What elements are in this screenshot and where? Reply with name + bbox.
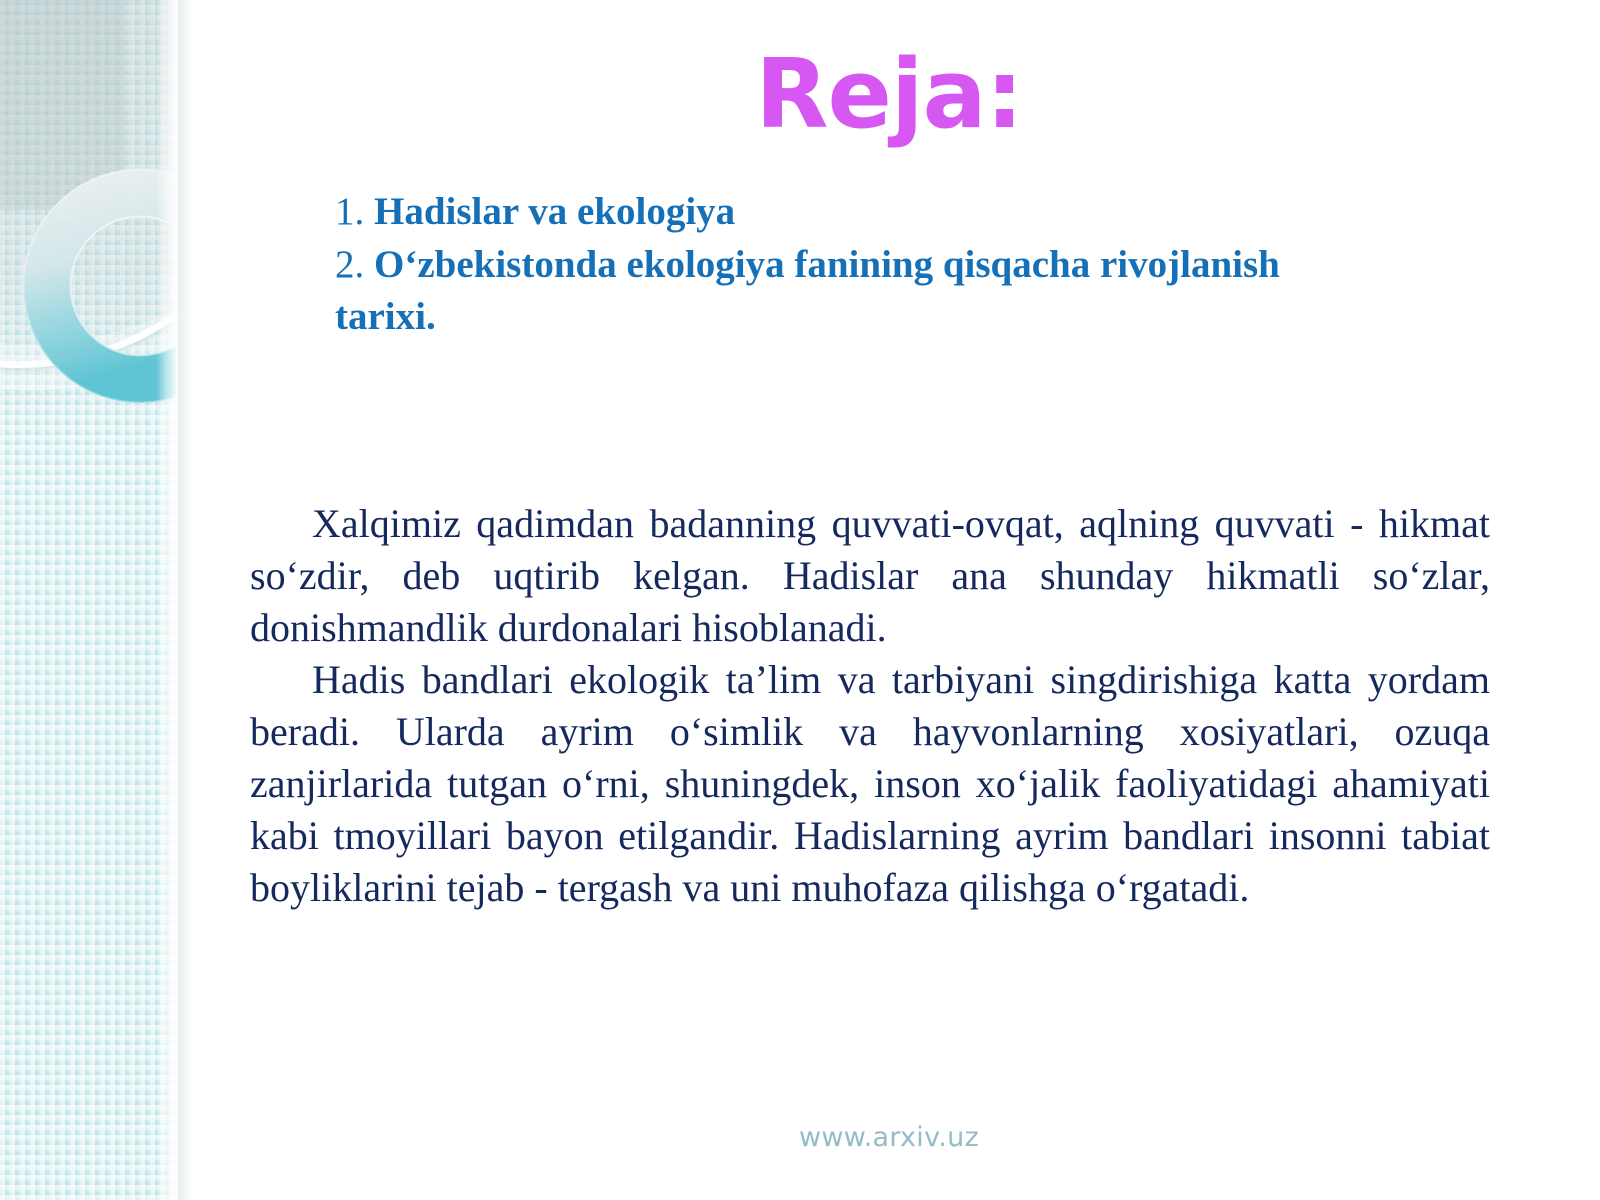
sidebar-ring-icon — [22, 168, 178, 404]
agenda-list — [335, 186, 1365, 344]
agenda-item-1-number: 1. — [335, 190, 365, 233]
agenda-item-1-label: Hadislar va ekologiya — [374, 190, 736, 233]
agenda-item-2-label: O‘zbekistonda ekologiya fanining qisqacha rivojlanish tarixi. — [335, 243, 1280, 338]
footer-watermark: www.arxiv.uz — [798, 1122, 980, 1153]
slide-content — [178, 0, 1600, 1200]
body-text-block — [250, 498, 1490, 914]
decorative-sidebar — [0, 0, 178, 1200]
agenda-item-2 — [335, 239, 1365, 342]
agenda-item-1 — [335, 186, 1365, 237]
slide-title: Reja: — [755, 40, 1023, 150]
body-paragraph-1: Xalqimiz qadimdan badanning quvvati-ovqat, aqlning quvvati - hikmat so‘zdir, deb uqtirib kelgan. Hadislar ana shunday hikmatli so‘zlar, donishmandlik durdonalari hisoblanadi. — [250, 501, 1490, 650]
sidebar-fade-edge — [156, 0, 178, 1200]
body-paragraph-2: Hadis bandlari ekologik ta’lim va tarbiyani singdirishiga katta yordam beradi. Ularda ayrim o‘simlik va hayvonlarning xosiyatlari, ozuqa zanjirlarida tutgan o‘rni, shuningdek, inson xo‘jalik faoliyatidagi ahamiyati kabi tmoyillari bayon etilgandir. Hadislarning ayrim bandlari insonni tabiat boyliklarini tejab - tergash va uni muhofaza qilishga o‘rgatadi. — [250, 657, 1490, 910]
agenda-item-2-number: 2. — [335, 243, 365, 287]
